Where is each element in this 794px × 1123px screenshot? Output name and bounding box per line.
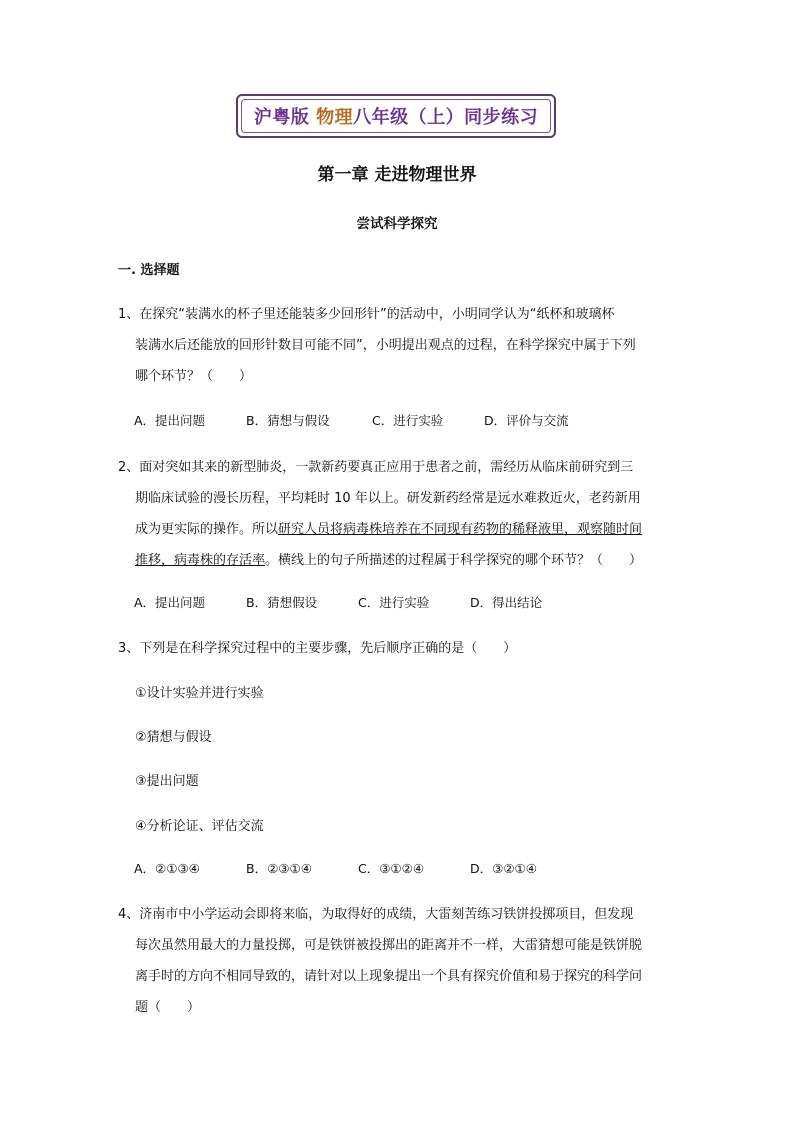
question-3-option-a: A．②①③④ — [134, 861, 200, 876]
title-banner — [236, 94, 556, 138]
question-3-step-3: ③提出问题 — [135, 774, 199, 789]
question-3-option-d: D．③②①④ — [470, 861, 537, 876]
question-2-line-3 — [135, 518, 642, 537]
question-1-line-3: 哪个环节？（ ） — [135, 369, 253, 384]
question-2-option-c: C．进行实验 — [358, 595, 430, 610]
question-2-line-3-text: 成为更实际的操作。所以 — [135, 522, 279, 537]
question-1-line-1: 1、在探究“装满水的杯子里还能装多少回形针”的活动中，小明同学认为“纸杯和玻璃杯 — [118, 307, 615, 322]
chapter-title: 第一章 走进物理世界 — [317, 165, 477, 185]
question-2-line-1: 2、面对突如其来的新型肺炎，一款新药要真正应用于患者之前，需经历从临床前研究到三 — [118, 460, 634, 475]
question-4-line-1: 4、济南市中小学运动会即将来临，为取得好的成绩，大雷刻苦练习铁饼投掷项目，但发现 — [118, 907, 634, 922]
question-3-step-1: ①设计实验并进行实验 — [135, 686, 264, 701]
question-2-line-4 — [135, 549, 642, 568]
question-2-line-2: 期临床试验的漫长历程，平均耗时 10 年以上。研发新药经常是远水难救近火，老药新用 — [135, 491, 641, 506]
question-2-option-d: D．得出结论 — [470, 595, 543, 610]
question-4-line-3: 离手时的方向不相同导致的，请针对以上现象提出一个具有探究价值和易于探究的科学问 — [135, 969, 643, 984]
part-heading: 一. 选择题 — [118, 263, 180, 278]
question-3-option-b: B．②③①④ — [246, 861, 312, 876]
section-title: 尝试科学探究 — [356, 216, 438, 232]
question-4-line-2: 每次虽然用最大的力量投掷，可是铁饼被投掷出的距离并不一样，大雷猜想可能是铁饼脱 — [135, 938, 643, 953]
question-1-option-a: A．提出问题 — [134, 413, 206, 428]
banner-title-edition: 沪粤版 — [253, 107, 317, 128]
question-1-option-b: B．猜想与假设 — [246, 413, 330, 428]
question-2-option-a: A．提出问题 — [134, 595, 206, 610]
banner-title-subject: 物理 — [316, 107, 354, 128]
question-4-line-4: 题（ ） — [135, 1000, 201, 1015]
question-3-line-1: 3、下列是在科学探究过程中的主要步骤，先后顺序正确的是（ ） — [118, 641, 517, 656]
question-2-underlined-sentence-part-2: 推移，病毒株的存活率 — [135, 553, 266, 568]
question-3-step-2: ②猜想与假设 — [135, 730, 212, 745]
question-1-option-c: C．进行实验 — [372, 413, 444, 428]
question-2-option-b: B．猜想假设 — [246, 595, 318, 610]
banner-title — [254, 103, 538, 129]
question-1-option-d: D．评价与交流 — [484, 413, 569, 428]
question-3-option-c: C．③①②④ — [358, 861, 425, 876]
question-3-step-4: ④分析论证、评估交流 — [135, 819, 264, 834]
question-2-underlined-sentence-part-1: 研究人员将病毒株培养在不同现有药物的稀释液里，观察随时间 — [278, 522, 643, 537]
banner-title-grade: 八年级（上）同步练习 — [353, 107, 539, 128]
question-2-line-4-text: 。横线上的句子所描述的过程属于科学探究的哪个环节？（ ） — [265, 553, 643, 568]
question-1-line-2: 装满水后还能放的回形针数目可能不同”，小明提出观点的过程，在科学探究中属于下列 — [135, 338, 636, 353]
